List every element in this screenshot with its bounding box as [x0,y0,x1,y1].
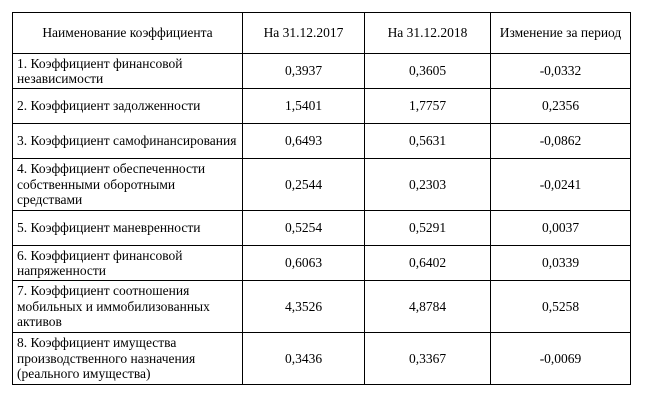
row-value-2017: 0,2544 [243,159,365,211]
row-value-2018: 0,5291 [365,211,491,246]
table-row [13,124,631,159]
row-change: 0,0339 [491,246,631,281]
row-value-2017: 0,3937 [243,54,365,89]
row-change: -0,0332 [491,54,631,89]
row-name: 8. Коэффициент имущества производственного назначения (реального имущества) [13,333,243,385]
table-row [13,54,631,89]
row-value-2017: 0,3436 [243,333,365,385]
row-value-2018: 0,3367 [365,333,491,385]
row-value-2018: 0,5631 [365,124,491,159]
header-name: Наименование коэффициента [13,13,243,54]
row-change: 0,2356 [491,89,631,124]
table-row [13,211,631,246]
table-row [13,281,631,333]
row-change: -0,0069 [491,333,631,385]
row-change: 0,0037 [491,211,631,246]
row-value-2018: 1,7757 [365,89,491,124]
row-name: 2. Коэффициент задолженности [13,89,243,124]
row-value-2018: 0,6402 [365,246,491,281]
table-row [13,159,631,211]
table-row [13,246,631,281]
row-name: 1. Коэффициент финансовой независимости [13,54,243,89]
row-value-2018: 0,3605 [365,54,491,89]
header-2017: На 31.12.2017 [243,13,365,54]
row-change: -0,0241 [491,159,631,211]
row-value-2017: 4,3526 [243,281,365,333]
header-change: Изменение за период [491,13,631,54]
row-name: 7. Коэффициент соотношения мобильных и иммобилизованных активов [13,281,243,333]
row-value-2017: 0,6063 [243,246,365,281]
row-value-2017: 0,6493 [243,124,365,159]
table-row [13,89,631,124]
row-value-2017: 0,5254 [243,211,365,246]
row-change: 0,5258 [491,281,631,333]
row-change: -0,0862 [491,124,631,159]
header-2018: На 31.12.2018 [365,13,491,54]
table-header-row [13,13,631,54]
row-value-2017: 1,5401 [243,89,365,124]
row-name: 3. Коэффициент самофинансирования [13,124,243,159]
row-value-2018: 0,2303 [365,159,491,211]
row-name: 5. Коэффициент маневренности [13,211,243,246]
coefficients-table-container [12,12,631,385]
coefficients-table [12,12,631,385]
row-value-2018: 4,8784 [365,281,491,333]
row-name: 6. Коэффициент финансовой напряженности [13,246,243,281]
table-row [13,333,631,385]
row-name: 4. Коэффициент обеспеченности собственными оборотными средствами [13,159,243,211]
